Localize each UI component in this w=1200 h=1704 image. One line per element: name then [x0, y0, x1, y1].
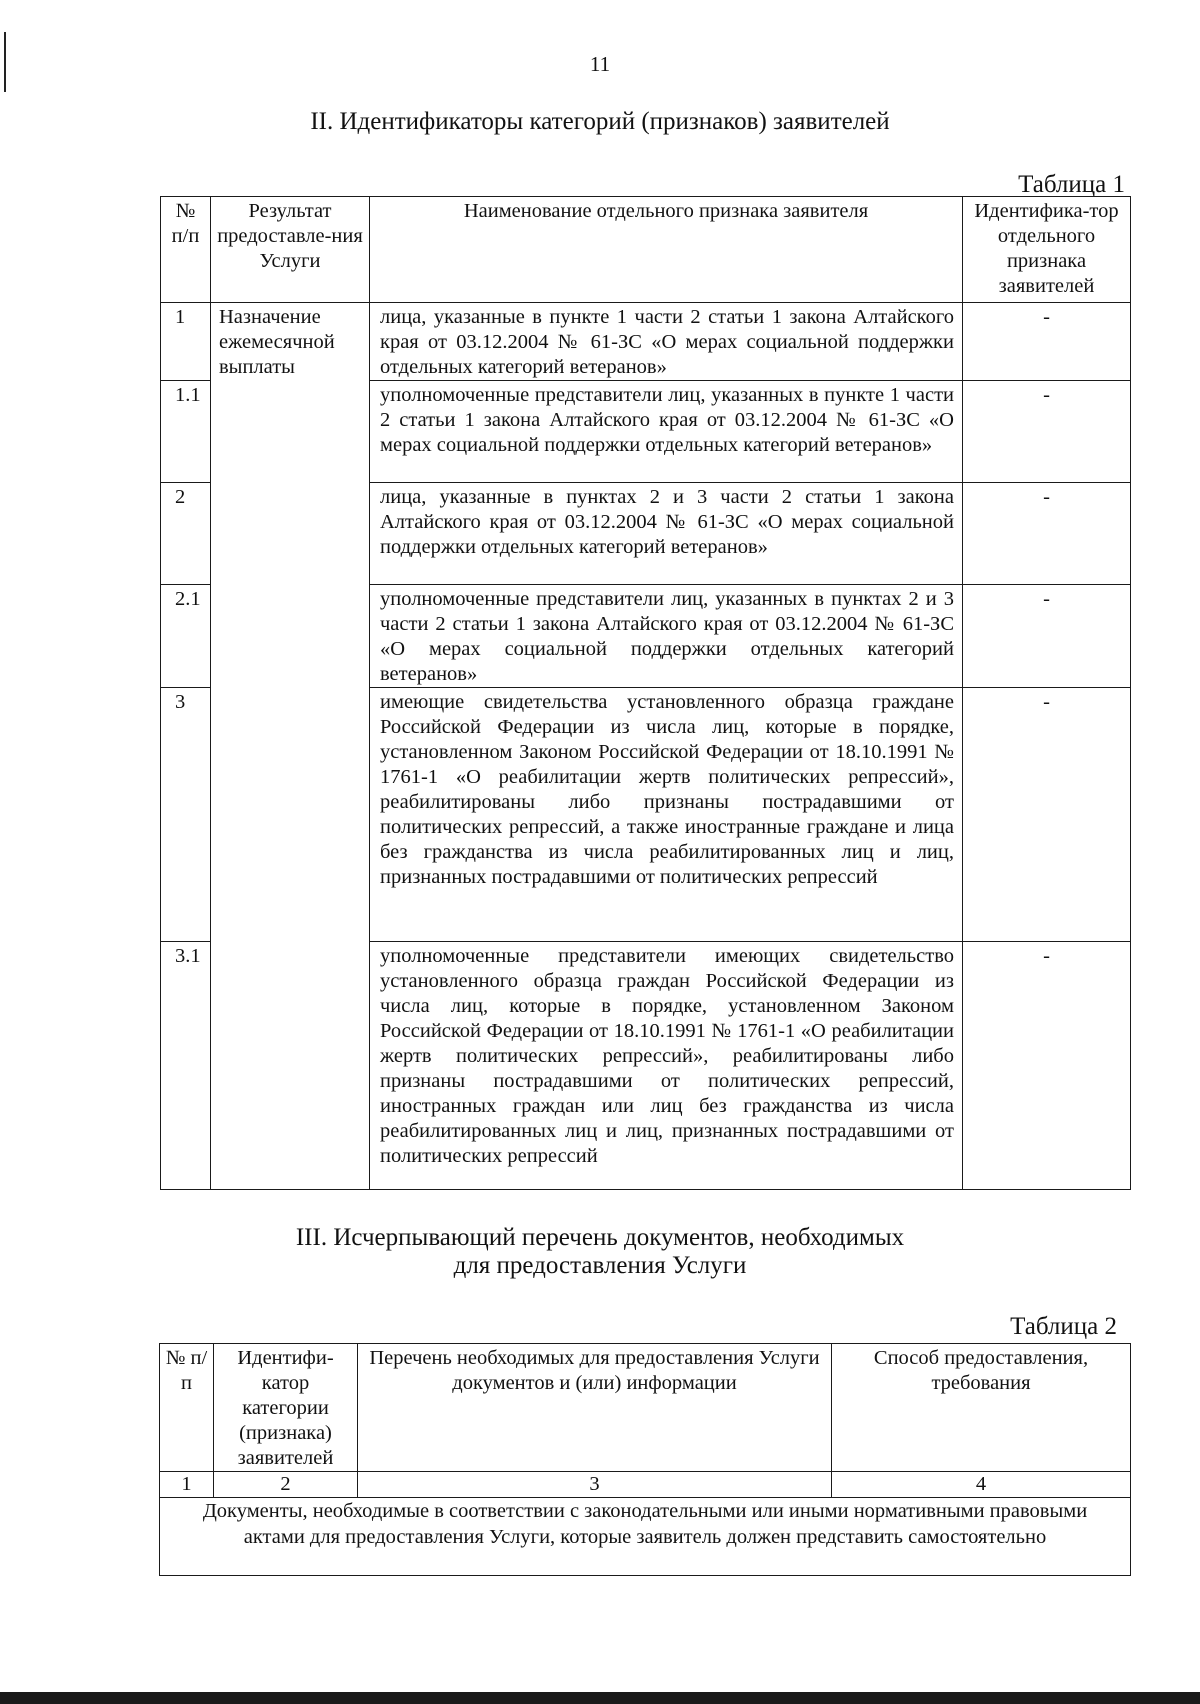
- row-number: 1: [161, 303, 211, 381]
- header-num: № п/п: [160, 1344, 214, 1472]
- row-text: уполномоченные представители лиц, указанных в пункте 1 части 2 статьи 1 закона Алтайского края от 03.12.2004 № 61-ЗС «О мерах социальной поддержки отдельных категорий ветеранов»: [370, 381, 963, 483]
- page-number: 11: [589, 52, 611, 76]
- row-text: уполномоченные представители лиц, указанных в пунктах 2 и 3 части 2 статьи 1 закона Алтайского края от 03.12.2004 № 61-ЗС «О мерах социальной поддержки отдельных категорий ветеранов»: [370, 585, 963, 688]
- row-text: имеющие свидетельства установленного образца граждане Российской Федерации из числа лиц, которые в порядке, установленном Законом Российской Федерации от 18.10.1991 № 1761-1 «О реабилитации жертв политических репрессий», реабилитированы либо признаны пострадавшими от политических репрессий, а также иностранные граждане и лица без гражданства из числа реабилитированных лиц и лиц, признанных пострадавшими от политических репрессий: [370, 688, 963, 942]
- scan-bottom-band: [0, 1692, 1200, 1704]
- row-number: 2.1: [161, 585, 211, 688]
- span-row-text: Документы, необходимые в соответствии с законодательными или иными нормативными правовыми актами для предоставления Услуги, которые заявитель должен представить самостоятельно: [160, 1498, 1131, 1576]
- table-2-caption: Таблица 2: [1010, 1313, 1117, 1340]
- row-identifier: -: [963, 303, 1131, 381]
- header-result: Результат предоставле-ния Услуги: [211, 197, 370, 303]
- row-identifier: -: [963, 585, 1131, 688]
- result-cell: Назначение ежемесячной выплаты: [211, 303, 370, 1190]
- row-text: лица, указанные в пункте 1 части 2 статьи 1 закона Алтайского края от 03.12.2004 № 61-ЗС «О мерах социальной поддержки отдельных категорий ветеранов»: [370, 303, 963, 381]
- header-method: Способ предоставления, требования: [832, 1344, 1131, 1472]
- section-3-title: [0, 1224, 1200, 1280]
- header-identifier: Идентифика-тор отдельного признака заявителей: [963, 197, 1131, 303]
- table-header-row: [160, 1344, 1131, 1472]
- row-number: 3: [161, 688, 211, 942]
- table-span-row: [160, 1498, 1131, 1576]
- header-document-list: Перечень необходимых для предоставления Услуги документов и (или) информации: [358, 1344, 832, 1472]
- row-identifier: -: [963, 688, 1131, 942]
- table-row: [161, 303, 1131, 381]
- table-header-row: [161, 197, 1131, 303]
- header-num: № п/п: [161, 197, 211, 303]
- row-number: 1.1: [161, 381, 211, 483]
- column-index: 2: [214, 1472, 358, 1498]
- row-number: 2: [161, 483, 211, 585]
- row-identifier: -: [963, 483, 1131, 585]
- row-identifier: -: [963, 942, 1131, 1190]
- column-index-row: [160, 1472, 1131, 1498]
- required-documents-table: [159, 1343, 1131, 1576]
- row-identifier: -: [963, 381, 1131, 483]
- row-number: 3.1: [161, 942, 211, 1190]
- column-index: 3: [358, 1472, 832, 1498]
- header-name: Наименование отдельного признака заявителя: [370, 197, 963, 303]
- column-index: 4: [832, 1472, 1131, 1498]
- section-3-title-line-1: III. Исчерпывающий перечень документов, необходимых: [295, 1224, 905, 1251]
- column-index: 1: [160, 1472, 214, 1498]
- row-text: лица, указанные в пунктах 2 и 3 части 2 статьи 1 закона Алтайского края от 03.12.2004 № 61-ЗС «О мерах социальной поддержки отдельных категорий ветеранов»: [370, 483, 963, 585]
- applicant-categories-table: [160, 196, 1131, 1190]
- section-2-title: II. Идентификаторы категорий (признаков) заявителей: [310, 108, 890, 135]
- table-1-caption: Таблица 1: [1018, 171, 1125, 198]
- header-identifier: Идентифи-катор категории (признака) заявителей: [214, 1344, 358, 1472]
- row-text: уполномоченные представители имеющих свидетельство установленного образца граждан Российской Федерации из числа лиц, которые в порядке, установленном Законом Российской Федерации от 18.10.1991 № 1761-1 «О реабилитации жертв политических репрессий», реабилитированы либо признаны пострадавшими от политических репрессий, иностранных граждан или лиц без гражданства из числа реабилитированных лиц и лиц, признанных пострадавшими от политических репрессий: [370, 942, 963, 1190]
- section-3-title-line-2: для предоставления Услуги: [453, 1252, 747, 1279]
